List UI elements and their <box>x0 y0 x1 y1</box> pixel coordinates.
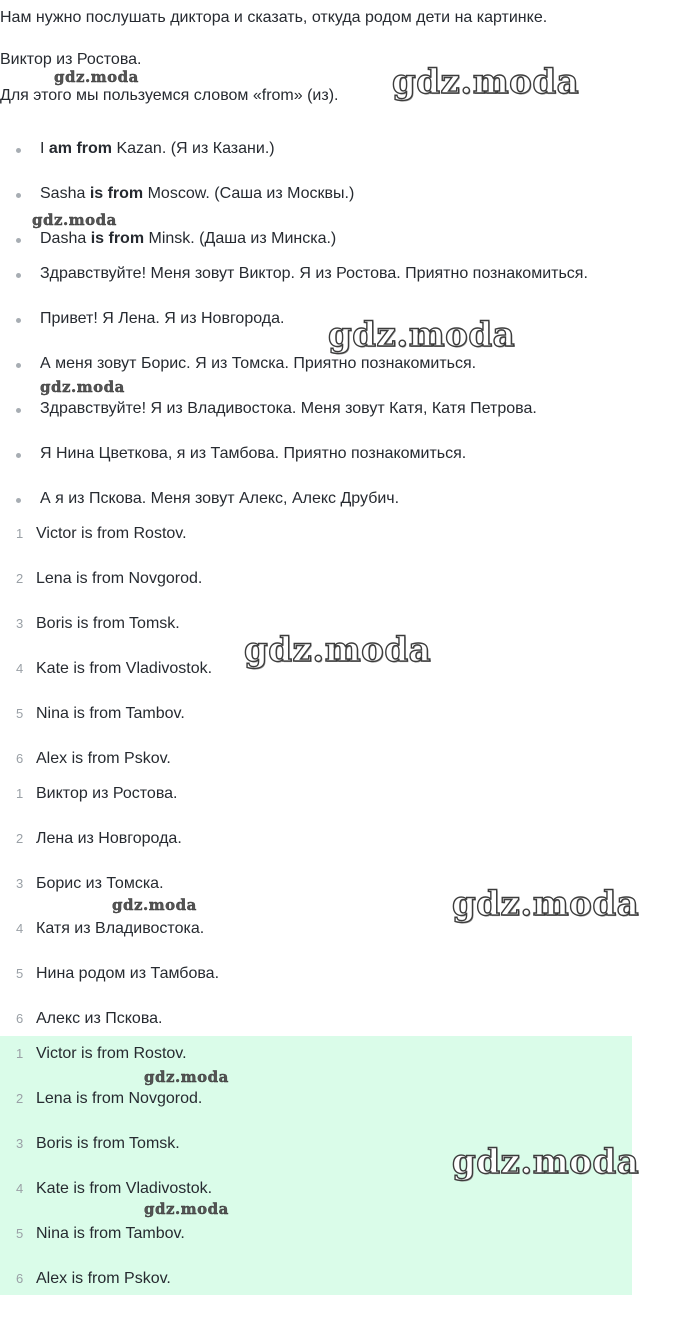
item-text: Boris is from Tomsk. <box>36 1135 180 1152</box>
bullet-text: Moscow. (Саша из Москвы.) <box>143 185 355 202</box>
item-number: 6 <box>16 1271 24 1286</box>
item-number: 5 <box>16 706 24 721</box>
bullet-text: А я из Пскова. Меня зовут Алекс, Алекс Друбич. <box>40 490 400 507</box>
bullet-icon <box>16 318 21 323</box>
intro-line-3: Для этого мы пользуемся словом «from» (из). <box>0 87 339 104</box>
item-text: Kate is from Vladivostok. <box>36 1180 213 1197</box>
item-text: Kate is from Vladivostok. <box>36 660 213 677</box>
item-number: 6 <box>16 751 24 766</box>
item-text: Борис из Томска. <box>36 875 164 892</box>
item-text: Nina is from Tambov. <box>36 1225 185 1242</box>
bullet-bold-text: am from <box>48 140 113 157</box>
item-text: Лена из Новгорода. <box>36 830 182 847</box>
watermark: gdz.moda <box>144 1068 229 1086</box>
item-text: Lena is from Novgorod. <box>36 570 203 587</box>
watermark: gdz.moda <box>452 1142 640 1182</box>
item-text: Victor is from Rostov. <box>36 525 187 542</box>
bullet-text: Здравствуйте! Меня зовут Виктор. Я из Ростова. Приятно познакомиться. <box>40 265 588 282</box>
item-text: Lena is from Novgorod. <box>36 1090 203 1107</box>
item-number: 1 <box>16 786 24 801</box>
watermark: gdz.moda <box>112 896 197 914</box>
bullet-bold-text: is from <box>90 230 145 247</box>
bullet-icon <box>16 498 21 503</box>
item-text: Катя из Владивостока. <box>36 920 205 937</box>
intro-line-2: Виктор из Ростова. <box>0 51 142 68</box>
item-number: 3 <box>16 1136 24 1151</box>
item-text: Нина родом из Тамбова. <box>36 965 220 982</box>
item-number: 1 <box>16 1046 24 1061</box>
bullet-text: Dasha <box>40 230 91 247</box>
item-text: Алекс из Пскова. <box>36 1010 163 1027</box>
bullet-text: Здравствуйте! Я из Владивостока. Меня зовут Катя, Катя Петрова. <box>40 400 537 417</box>
item-number: 3 <box>16 616 24 631</box>
item-text: Виктор из Ростова. <box>36 785 178 802</box>
watermark: gdz.moda <box>452 884 640 924</box>
bullet-text: Kazan. (Я из Казани.) <box>112 140 275 157</box>
bullet-bold-text: is from <box>89 185 144 202</box>
bullet-text: А меня зовут Борис. Я из Томска. Приятно познакомиться. <box>40 355 477 372</box>
item-number: 2 <box>16 831 24 846</box>
item-number: 5 <box>16 966 24 981</box>
bullet-icon <box>16 453 21 458</box>
item-text: Alex is from Pskov. <box>36 750 171 767</box>
item-text: Victor is from Rostov. <box>36 1045 187 1062</box>
watermark: gdz.moda <box>392 62 580 102</box>
item-number: 4 <box>16 661 24 676</box>
item-number: 3 <box>16 876 24 891</box>
watermark: gdz.moda <box>40 378 125 396</box>
bullet-text: I <box>40 140 49 157</box>
bullet-text: Привет! Я Лена. Я из Новгорода. <box>40 310 285 327</box>
item-number: 4 <box>16 1181 24 1196</box>
intro-line-1: Нам нужно послушать диктора и сказать, откуда родом дети на картинке. <box>0 9 548 26</box>
bullet-icon <box>16 273 21 278</box>
bullet-icon <box>16 193 21 198</box>
bullet-text: Minsk. (Даша из Минска.) <box>144 230 337 247</box>
item-number: 1 <box>16 526 24 541</box>
item-text: Nina is from Tambov. <box>36 705 185 722</box>
watermark: gdz.moda <box>32 211 117 229</box>
item-number: 4 <box>16 921 24 936</box>
bullet-icon <box>16 148 21 153</box>
watermark: gdz.moda <box>54 68 139 86</box>
item-number: 2 <box>16 1091 24 1106</box>
item-number: 6 <box>16 1011 24 1026</box>
bullet-icon <box>16 408 21 413</box>
item-number: 5 <box>16 1226 24 1241</box>
bullet-icon <box>16 238 21 243</box>
bullet-icon <box>16 363 21 368</box>
item-text: Alex is from Pskov. <box>36 1270 171 1287</box>
bullet-text: Sasha <box>40 185 90 202</box>
item-text: Boris is from Tomsk. <box>36 615 180 632</box>
bullet-text: Я Нина Цветкова, я из Тамбова. Приятно познакомиться. <box>40 445 467 462</box>
watermark: gdz.moda <box>244 630 432 670</box>
watermark: gdz.moda <box>144 1200 229 1218</box>
item-number: 2 <box>16 571 24 586</box>
watermark: gdz.moda <box>328 315 516 355</box>
